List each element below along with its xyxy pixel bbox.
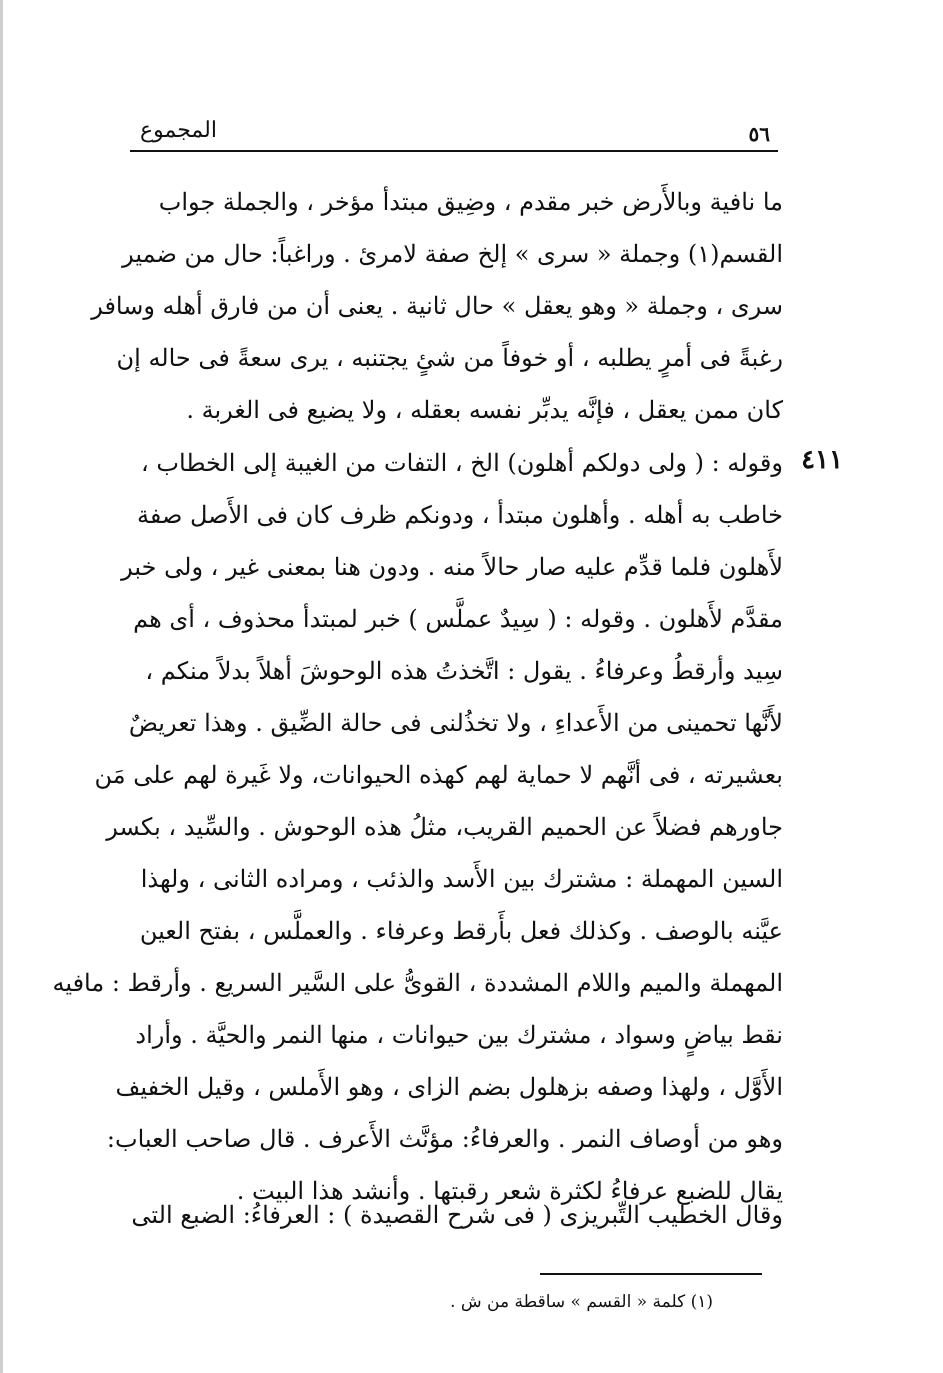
text-line: السين المهملة : مشترك بين الأَسد والذئب ، ومراده الثانى ، ولهذا	[140, 865, 783, 893]
text-line: جاورهم فضلاً عن الحميم القريب، مثلُ هذه الوحوش . والسِّيد ، بكسر	[106, 813, 783, 841]
text-line: سرى ، وجملة « وهو يعقل » حال ثانية . يعنى أن من فارق أهله وسافر	[91, 292, 783, 320]
footnote-rule	[540, 1273, 762, 1275]
footnote: (١) كلمة « القسم » ساقطة من ش .	[450, 1292, 713, 1312]
text-line: بعشيرته ، فى أنَّهم لا حماية لهم كهذه الحيوانات، ولا غَيرة لهم على مَن	[94, 761, 783, 789]
text-line: لأَنَّها تحمينى من الأَعداءِ ، ولا تخذُلنى فى حالة الضِّيق . وهذا تعريضٌ	[128, 709, 783, 737]
page-edge-shadow	[0, 0, 3, 1373]
text-line: وقوله : ( ولى دولكم أهلون) الخ ، التفات من الغيبة إلى الخطاب ،	[141, 449, 783, 477]
text-line: لأَهلون فلما قدِّم عليه صار حالاً منه . ودون هنا بمعنى غير ، ولى خبر	[121, 553, 783, 581]
running-title: المجموع	[140, 118, 217, 143]
text-line: الأَوَّل ، ولهذا وصفه بزهلول بضم الزاى ، وهو الأَملس ، وقيل الخفيف	[115, 1073, 783, 1101]
text-line: مقدَّم لأَهلون . وقوله : ( سِيدٌ عملَّس ) خبر لمبتدأ محذوف ، أى هم	[133, 605, 783, 633]
text-line: وهو من أوصاف النمر . والعرفاءُ: مؤنَّث الأَعرف . قال صاحب العباب:	[106, 1125, 783, 1153]
text-line: خاطب به أهله . وأهلون مبتدأ ، ودونكم ظرف كان فى الأَصل صفة	[136, 501, 783, 529]
text-line: يقال للضبع عرفاءُ لكثرة شعر رقبتها . وأنشد هذا البيت .	[236, 1177, 783, 1205]
text-line: القسم(١) وجملة « سرى » إلخ صفة لامرئ . وراغباً: حال من ضمير	[122, 240, 783, 268]
text-line: كان ممن يعقل ، فإنَّه يدبِّر نفسه بعقله ، ولا يضيع فى الغربة .	[186, 396, 783, 424]
verse-margin-number: ٤١١	[801, 445, 843, 475]
text-line: عيَّنه بالوصف . وكذلك فعل بأَرقط وعرفاء . والعملَّس ، بفتح العين	[139, 917, 783, 945]
header-rule	[130, 150, 778, 152]
text-line: المهملة والميم واللام المشددة ، القوىُّ على السَّير السريع . وأرقط : مافيه	[52, 969, 783, 997]
paragraph-c	[128, 1189, 783, 1241]
text-line: وقال الخطيب التِّبريزى ( فى شرح القصيدة ) : العرفاءُ: الضبع التى	[131, 1201, 783, 1229]
paragraph-a	[91, 176, 783, 436]
running-header	[130, 112, 778, 152]
text-line: سِيد وأرقطُ وعرفاءُ . يقول : اتَّخذتُ هذه الوحوشَ أهلاً بدلاً منكم ،	[145, 657, 783, 685]
page-number: ٥٦	[748, 122, 770, 146]
text-line: رغبةً فى أمرٍ يطلبه ، أو خوفاً من شئٍ يجتنبه ، يرى سعةً فى حاله إن	[116, 344, 783, 372]
text-line: نقط بياضٍ وسواد ، مشترك بين حيوانات ، منها النمر والحيَّة . وأراد	[135, 1021, 783, 1049]
text-line: ما نافية وبالأَرض خبر مقدم ، وضِيق مبتدأ مؤخر ، والجملة جواب	[158, 188, 783, 216]
paragraph-b	[52, 437, 783, 1217]
